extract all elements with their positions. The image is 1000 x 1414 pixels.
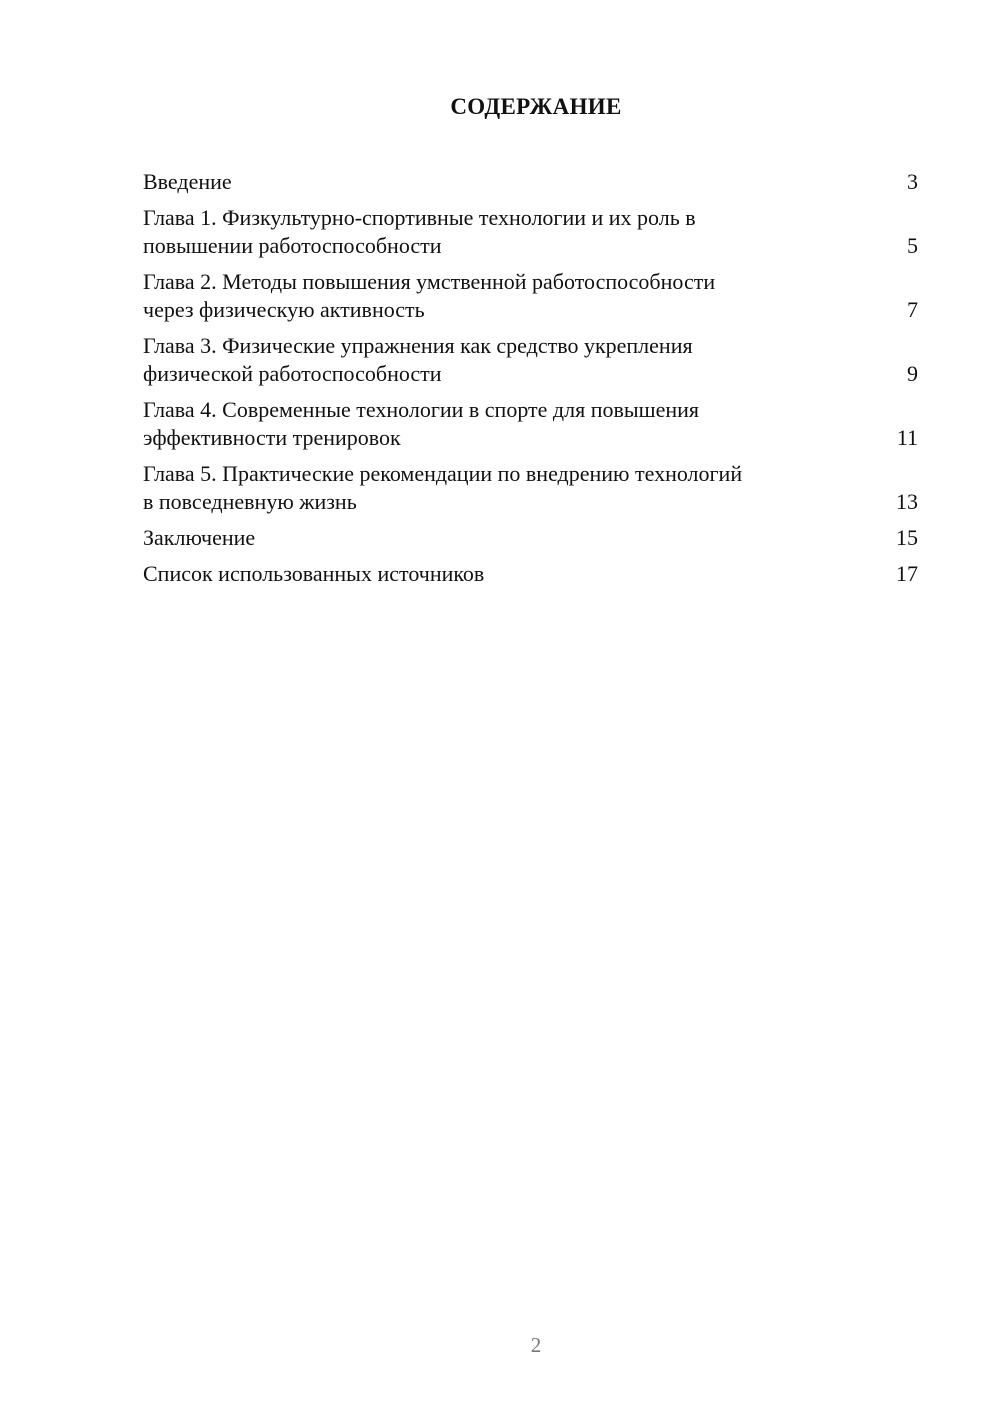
toc-entry-title bbox=[143, 460, 920, 516]
toc-entry-line: в повседневную жизнь bbox=[143, 489, 357, 514]
toc-entry-line: Заключение bbox=[143, 525, 256, 550]
toc-entry-title bbox=[143, 396, 920, 452]
toc-entry-page: 9 bbox=[907, 361, 918, 386]
toc-entry-line: Глава 4. Современные технологии в спорте для повышения bbox=[143, 397, 700, 422]
toc-entry-page: 5 bbox=[907, 233, 918, 258]
toc-entry-title bbox=[143, 560, 920, 588]
toc-entry-title bbox=[143, 332, 920, 388]
toc-entry-line: эффективности тренировок bbox=[143, 425, 401, 450]
toc-entry-conclusion bbox=[143, 524, 920, 552]
toc-entry-line: Глава 3. Физические упражнения как средство укрепления bbox=[143, 333, 693, 358]
toc-entry-line: Введение bbox=[143, 169, 232, 194]
toc-entry-line: Глава 2. Методы повышения умственной работоспособности bbox=[143, 269, 716, 294]
toc-entry-chapter-4 bbox=[143, 396, 920, 452]
page-number: 2 bbox=[530, 1333, 542, 1357]
toc-entry-page: 3 bbox=[907, 169, 918, 194]
table-of-contents bbox=[143, 168, 920, 596]
toc-entry-line: Глава 5. Практические рекомендации по внедрению технологий bbox=[143, 461, 743, 486]
toc-entry-line: через физическую активность bbox=[143, 297, 425, 322]
toc-entry-page: 15 bbox=[896, 525, 918, 550]
toc-entry-page: 13 bbox=[896, 489, 918, 514]
toc-entry-chapter-3 bbox=[143, 332, 920, 388]
toc-entry-title bbox=[143, 168, 920, 196]
toc-entry-page: 7 bbox=[907, 297, 918, 322]
toc-entry-title bbox=[143, 268, 920, 324]
toc-entry-references bbox=[143, 560, 920, 588]
toc-entry-line: Список использованных источников bbox=[143, 561, 485, 586]
toc-entry-line: Глава 1. Физкультурно-спортивные технологии и их роль в bbox=[143, 205, 696, 230]
toc-entry-chapter-2 bbox=[143, 268, 920, 324]
toc-entry-page: 17 bbox=[896, 561, 918, 586]
toc-entry-line: повышении работоспособности bbox=[143, 233, 442, 258]
page-title: СОДЕРЖАНИЕ bbox=[450, 94, 622, 119]
toc-entry-page: 11 bbox=[896, 425, 918, 450]
toc-entry-line: физической работоспособности bbox=[143, 361, 442, 386]
toc-entry-chapter-1 bbox=[143, 204, 920, 260]
toc-entry-chapter-5 bbox=[143, 460, 920, 516]
toc-entry-title bbox=[143, 524, 920, 552]
toc-entry-title bbox=[143, 204, 920, 260]
toc-entry-introduction bbox=[143, 168, 920, 196]
